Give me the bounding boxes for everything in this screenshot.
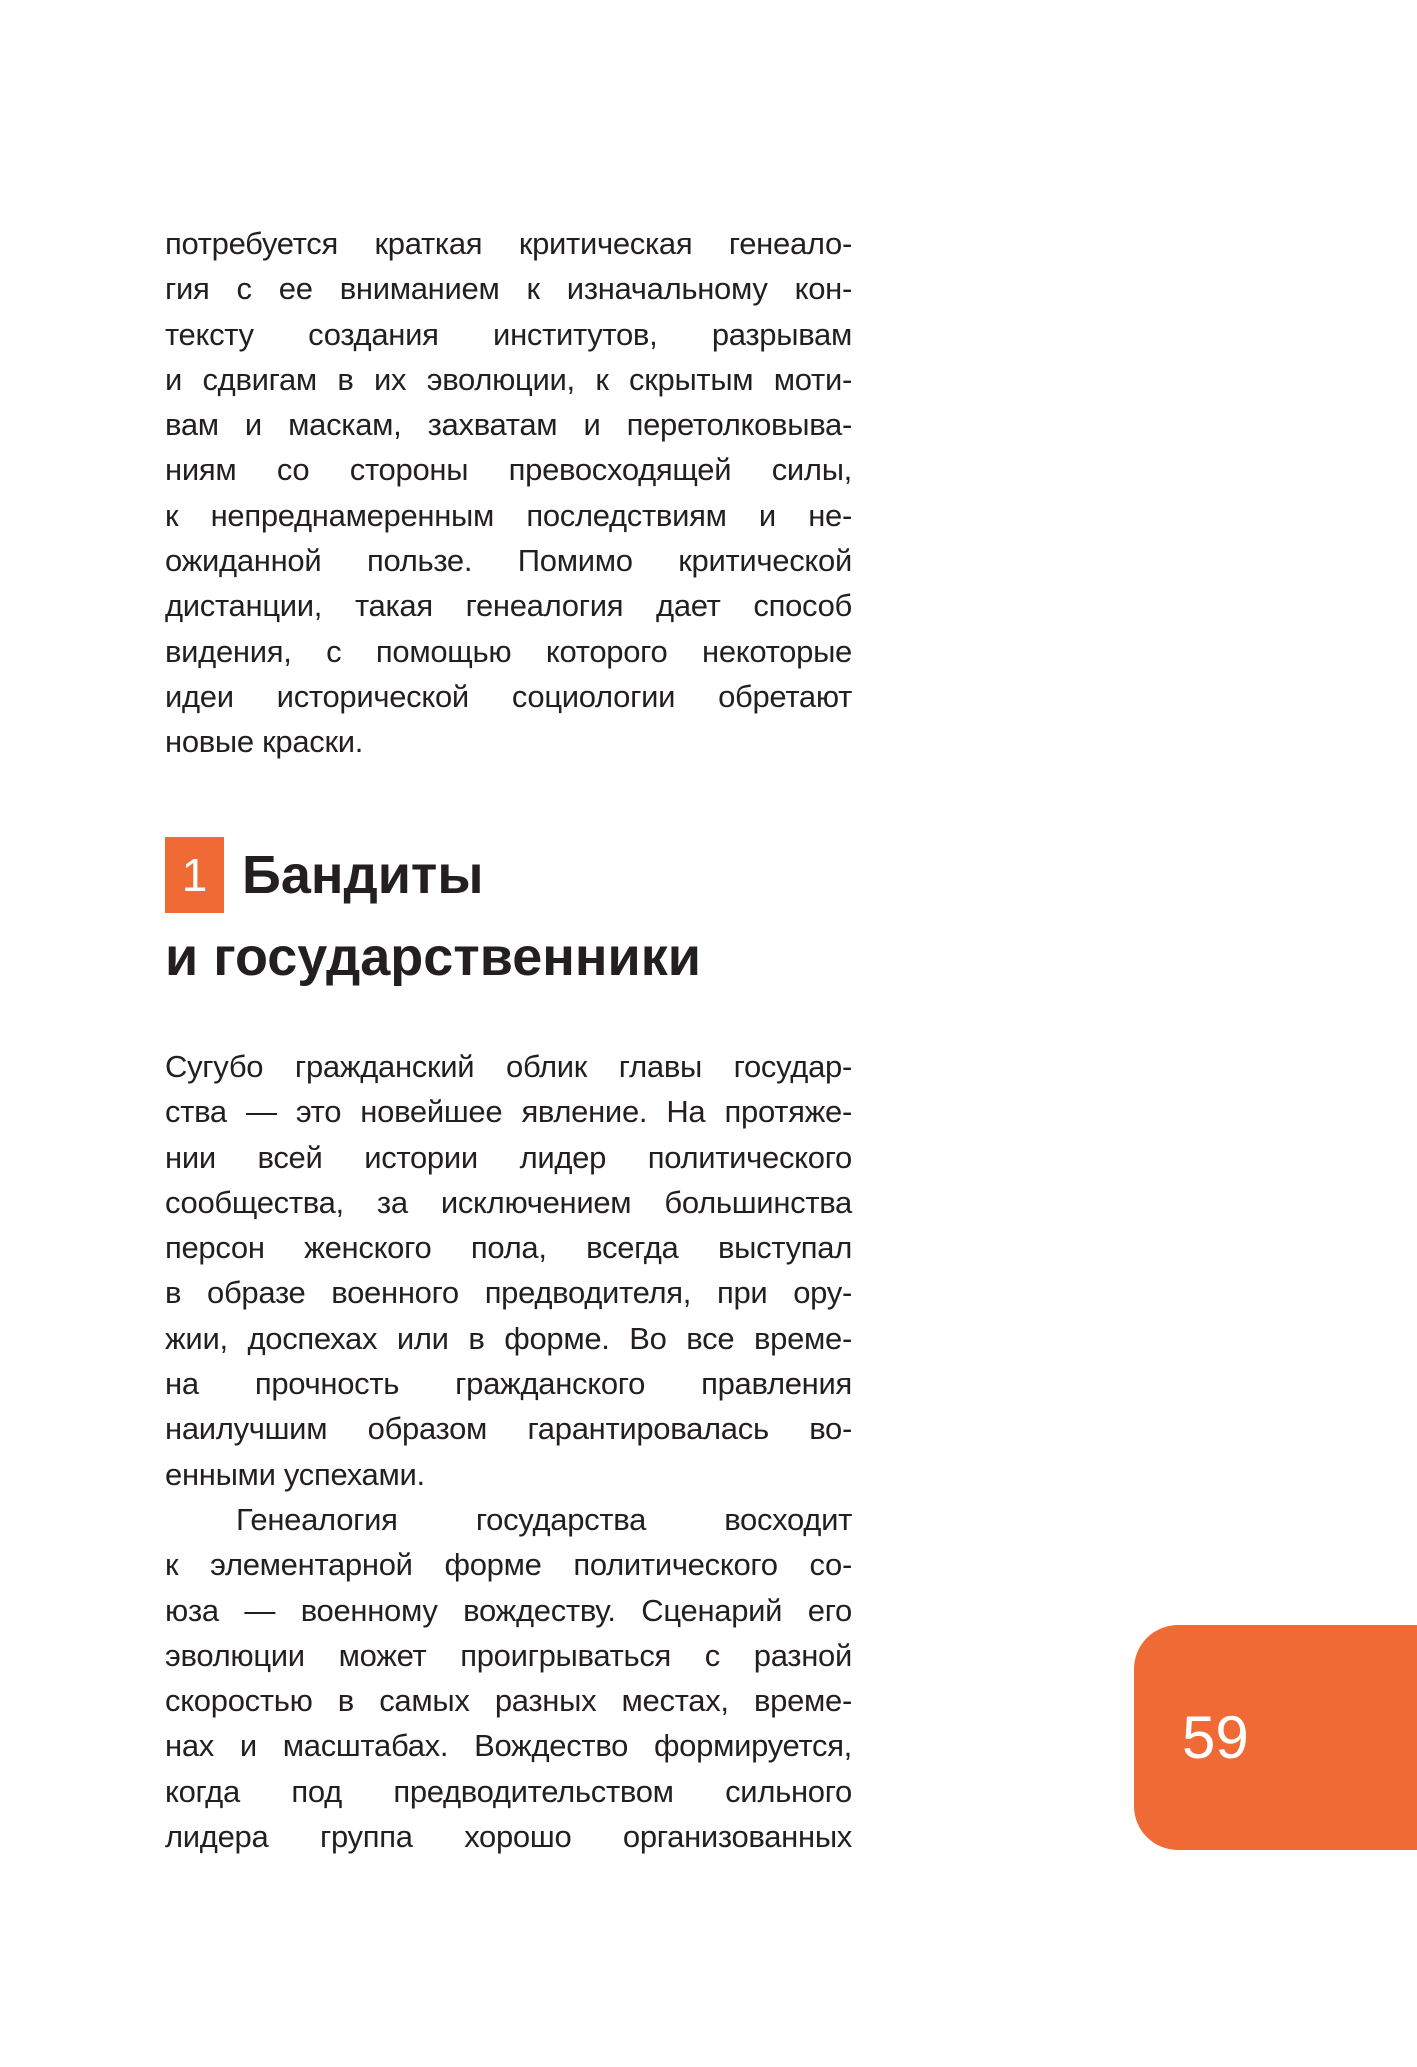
body-text	[165, 1044, 852, 1859]
text-line: в образе военного предводителя, при ору-	[165, 1275, 852, 1311]
text-line: сообщества, за исключением большинства	[165, 1184, 852, 1220]
text-line: ожиданной пользе. Помимо критической	[165, 543, 852, 579]
text-line: дистанции, такая генеалогия дает способ	[165, 588, 852, 624]
section-number-badge: 1	[165, 837, 224, 913]
page-number-tab	[1134, 1625, 1417, 1850]
text-line: Сугубо гражданский облик главы государ-	[165, 1049, 852, 1084]
intro-paragraph	[165, 221, 852, 765]
text-line: тексту создания институтов, разрывам	[165, 316, 852, 352]
text-line: жии, доспехах или в форме. Во все време-	[165, 1320, 852, 1356]
text-line: гия с ее вниманием к изначальному кон-	[165, 271, 852, 307]
section-title-line2: и государственники	[165, 927, 701, 987]
text-line: вам и маскам, захватам и перетолковыва-	[165, 407, 852, 443]
text-line: новые краски.	[165, 724, 364, 760]
text-line: ниям со стороны превосходящей силы,	[165, 452, 852, 488]
text-line: нах и масштабах. Вождество формируется,	[165, 1728, 852, 1764]
text-line: видения, с помощью которого некоторые	[165, 633, 852, 669]
text-line: Генеалогия государства восходит	[236, 1501, 852, 1537]
text-line: идеи исторической социологии обретают	[165, 678, 852, 714]
text-line: персон женского пола, всегда выступал	[165, 1230, 852, 1266]
text-line: к элементарной форме политического со-	[165, 1547, 852, 1583]
text-line: к непреднамеренным последствиям и не-	[165, 497, 852, 533]
text-line: эволюции может проигрываться с разной	[165, 1637, 852, 1673]
text-line: юза — военному вождеству. Сценарий его	[165, 1592, 852, 1628]
text-line: скоростью в самых разных местах, време-	[165, 1683, 852, 1719]
text-line: нии всей истории лидер политического	[165, 1139, 852, 1175]
text-line: когда под предводительством сильного	[165, 1773, 852, 1809]
text-line: на прочность гражданского правления	[165, 1366, 852, 1402]
section-title-line1: Бандиты	[242, 845, 484, 905]
text-line: енными успехами.	[165, 1456, 425, 1492]
page-number: 59	[1182, 1704, 1249, 1771]
text-line: потребуется краткая критическая генеало-	[165, 226, 852, 261]
text-line: и сдвигам в их эволюции, к скрытым моти-	[165, 361, 852, 397]
text-line: наилучшим образом гарантировалась во-	[165, 1411, 852, 1447]
text-line: ства — это новейшее явление. На протяже-	[165, 1094, 852, 1130]
text-line: лидера группа хорошо организованных	[165, 1819, 852, 1855]
